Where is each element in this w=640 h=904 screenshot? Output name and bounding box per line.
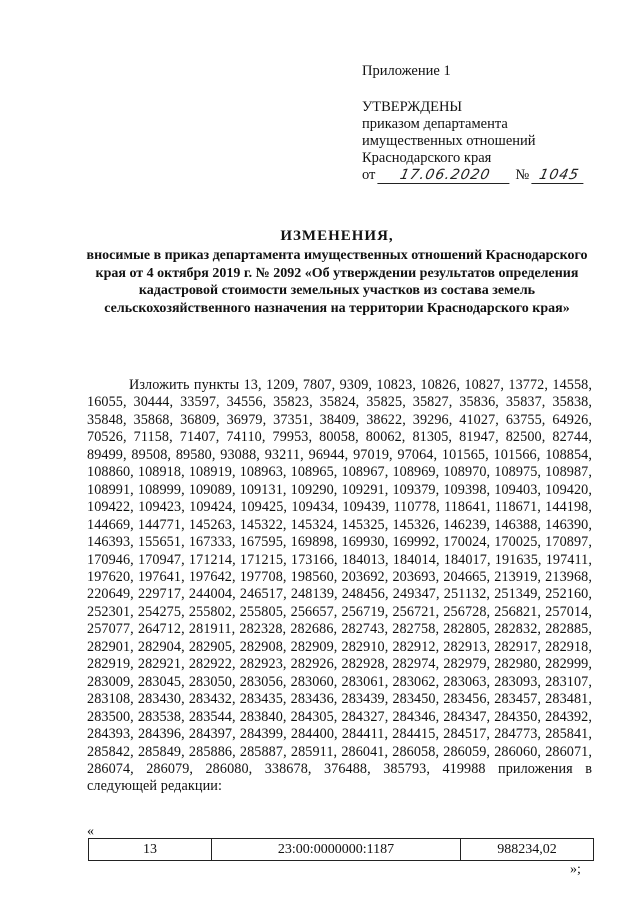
row-number-cell: 13 <box>89 839 212 861</box>
document-subtitle: вносимые в приказ департамента имущественных отношений Краснодарского края от 4 октября 2019 г. № 2092 «Об утверждении результатов определения кадастровой стоимости земельных участков из состава земель сельскохозяйственного назначения на территории Краснодарского края» <box>86 247 588 317</box>
table-row <box>89 839 594 861</box>
handwritten-date: 17.06.2020 <box>378 168 513 184</box>
from-label: от <box>362 167 376 183</box>
appendix-label: Приложение 1 <box>362 63 451 79</box>
opening-quote: « <box>87 824 94 839</box>
approved-label: УТВЕРЖДЕНЫ <box>362 99 463 115</box>
cadastral-number-cell: 23:00:0000000:1187 <box>212 839 461 861</box>
body-paragraph: Изложить пункты 13, 1209, 7807, 9309, 10823, 10826, 10827, 13772, 14558, 16055, 30444, 33597, 34556, 35823, 35824, 35825, 35827, 35836, 35837, 35838, 35848, 35868, 36809, 36979, 37351, 38409, 38622, 39296, 41027, 63755, 64926, 70526, 71158, 71407, 74110, 79953, 80058, 80062, 81305, 81947, 82500, 82744, 89499, 89508, 89580, 93088, 93211, 96944, 97019, 97064, 101565, 101566, 108854, 108860, 108918, 108919, 108963, 108965, 108967, 108969, 108970, 108975, 108987, 108991, 108999, 109089, 109131, 109290, 109291, 109379, 109398, 109403, 109420, 109422, 109423, 109424, 109425, 109434, 109439, 110778, 118641, 118671, 144198, 144669, 144771, 145263, 145322, 145324, 145325, 145326, 146239, 146388, 146390, 146393, 155651, 167333, 167595, 169898, 169930, 169992, 170024, 170025, 170897, 170946, 170947, 171214, 171215, 173166, 184013, 184014, 184017, 191635, 197411, 197620, 197641, 197642, 197708, 198560, 203692, 203693, 204665, 213919, 213968, 220649, 229717, 244004, 246517, 248139, 248456, 249347, 251132, 251349, 252160, 252301, 254275, 255802, 255805, 256657, 256719, 256721, 256728, 256821, 257014, 257077, 264712, 281911, 282328, 282686, 282743, 282758, 282805, 282832, 282885, 282901, 282904, 282905, 282908, 282909, 282910, 282912, 282913, 282917, 282918, 282919, 282921, 282922, 282923, 282926, 282928, 282974, 282979, 282980, 282999, 283009, 283045, 283050, 283056, 283060, 283061, 283062, 283063, 283093, 283107, 283108, 283430, 283432, 283435, 283436, 283439, 283450, 283456, 283457, 283481, 283500, 283538, 283544, 283840, 284305, 284327, 284346, 284347, 284350, 284392, 284393, 284396, 284397, 284399, 284400, 284411, 284415, 284517, 284773, 285841, 285842, 285849, 285886, 285887, 285911, 286041, 286058, 286059, 286060, 286071, 286074, 286079, 286080, 338678, 376488, 385793, 419988 приложения в следующей редакции: <box>87 377 592 795</box>
signature-row <box>362 167 585 184</box>
handwritten-number: 1045 <box>532 168 587 184</box>
approval-line-1: приказом департамента <box>362 116 508 132</box>
approval-line-3: Краснодарского края <box>362 150 492 166</box>
cadastral-value-cell: 988234,02 <box>461 839 594 861</box>
document-title: ИЗМЕНЕНИЯ, <box>280 228 394 244</box>
approval-block <box>362 63 585 184</box>
approval-line-2: имущественных отношений <box>362 133 536 149</box>
document-heading <box>80 228 594 318</box>
number-label: № <box>515 167 530 183</box>
closing-quote: »; <box>570 862 581 877</box>
amendment-table <box>88 838 594 861</box>
